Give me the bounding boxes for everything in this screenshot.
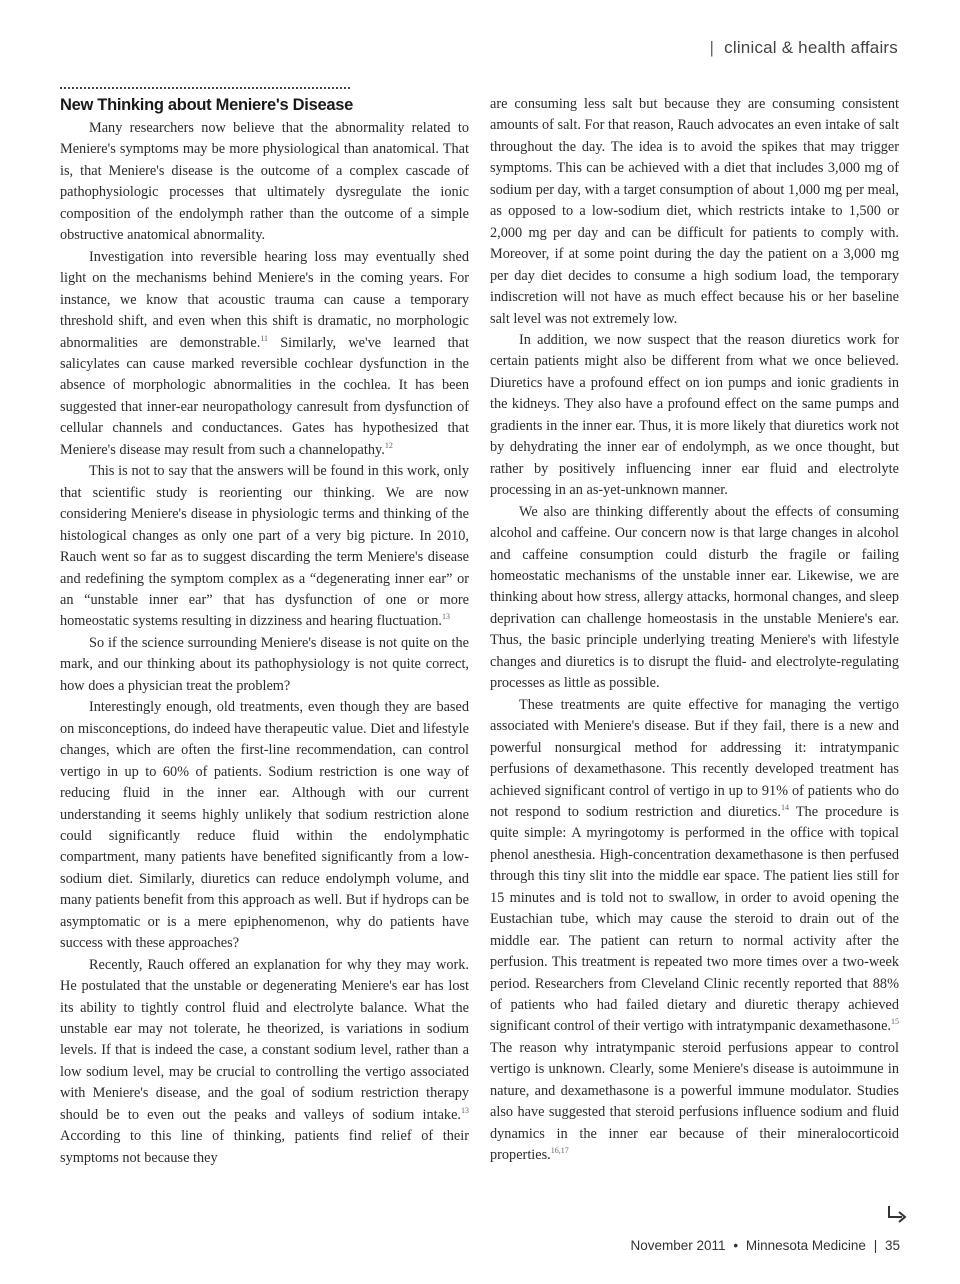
paragraph: [490, 330, 899, 502]
reference-superscript: 13: [461, 1105, 469, 1115]
paragraph-text: Many researchers now believe that the abnormality related to Meniere's symptoms may be more physiological than anatomical. That is, that Meniere's disease is the outcome of a complex cascade of pathophysiologic processes that ultimately dysregulate the ionic composition of the endolymph rather than the outcome of a simple obstructive anatomical abnormality.: [60, 120, 469, 244]
paragraph: [490, 695, 899, 1167]
reference-superscript: 14: [780, 802, 789, 812]
paragraph: [60, 955, 469, 1170]
paragraph: [490, 94, 899, 330]
paragraph-text: We also are thinking differently about the effects of consuming alcohol and caffeine. Our concern now is that large changes in alcohol and caffeine consumption could disturb the fragile or failing homeostatic mechanisms of the unstable inner ear. Likewise, we are thinking about how stress, allergy attacks, hormonal changes, and sleep deprivation can challenge homeostasis in the unstable Meniere's ear. Thus, the basic principle underlying treating Meniere's with lifestyle changes and diuretics is to disrupt the fluid- and electrolyte-regulating processes as little as possible.: [490, 503, 899, 692]
section-label: clinical & health affairs: [724, 38, 898, 57]
reference-superscript: 16,17: [550, 1146, 569, 1156]
footer-divider: |: [873, 1238, 878, 1253]
paragraph-text: According to this line of thinking, patients find relief of their symptoms not because they: [60, 1128, 469, 1166]
paragraph-text: This is not to say that the answers will be found in this work, only that scientific study is reorienting our thinking. We are now considering Meniere's disease in physiologic terms and thinking of the histological changes as only one part of a very big picture. In 2010, Rauch went so far as to suggest discarding the term Meniere's disease and redefining the symptom complex as a “degenerating inner ear” or an “unstable inner ear” that has dysfunction of one or more homeostatic systems resulting in dizziness and hearing fluctuation.: [60, 463, 469, 630]
right-column: [490, 94, 899, 1167]
paragraph-text: Similarly, we've learned that salicylates can cause marked reversible cochlear dysfunction in the absence of morphologic abnormalities in the cochlea. It has been suggested that inner-ear neuropathology canresult from dysfunction of cellular channels and conductances. Gates has hypothesized that Meniere's disease may result from such a channelopathy.: [60, 334, 470, 458]
article-title: New Thinking about Meniere's Disease: [60, 96, 353, 114]
reference-superscript: 15: [891, 1017, 899, 1027]
right-paragraphs: [490, 94, 899, 1167]
paragraph-text: These treatments are quite effective for managing the vertigo associated with Meniere's disease. But if they fail, there is a new and powerful nonsurgical method for addressing it: intratympanic perfusions of dexamethasone. This recently developed treatment has achieved significant control of vertigo in up to 91% of patients who do not respond to sodium restriction and diuretics.: [490, 696, 899, 820]
left-paragraphs: [60, 118, 469, 1169]
left-column: [60, 87, 469, 1169]
reference-superscript: 13: [441, 612, 450, 622]
paragraph-text: In addition, we now suspect that the reason diuretics work for certain patients might also be different from what we once believed. Diuretics have a profound effect on ion pumps and ionic gradients in the kidneys. They also have a profound effect on the same pumps and gradients in the inner ear. Thus, it is more likely that diuretics work not by dehydrating the inner ear of endolymph, as we once thought, but rather by positively influencing inner ear fluid and electrolyte processing in an as-yet-unknown manner.: [490, 331, 899, 499]
paragraph: [60, 697, 469, 954]
continue-arrow-icon: [886, 1204, 908, 1224]
reference-superscript: 12: [384, 440, 393, 450]
reference-superscript: 11: [260, 333, 269, 343]
paragraph-text: The procedure is quite simple: A myringotomy is performed in the office with topical phenol anesthesia. High-concentration dexamethasone is then perfused through this tiny slit into the middle ear space. The patient lies still for 15 minutes and is told not to swallow, in order to avoid opening the Eustachian tube, which may cause the steroid to drain out of the middle ear. The patient can return to normal activity after the perfusion. This treatment is repeated two more times over a two-week period. Researchers from Cleveland Clinic recently reported that 88% of patients who had failed dietary and diuretic therapy achieved significant control of their vertigo with intratympanic dexamethasone.: [490, 803, 899, 1035]
title-dotted-rule: [60, 87, 350, 89]
paragraph: [490, 502, 899, 695]
paragraph-text: The reason why intratympanic steroid perfusions appear to control vertigo is unknown. Clearly, some Meniere's disease is autoimmune in nature, and dexamethasone is a powerful immune modulator. Studies also have suggested that steroid perfusions influence sodium and fluid dynamics in the inner ear because of their mineralocorticoid properties.: [490, 1039, 899, 1164]
paragraph: [60, 247, 469, 462]
paragraph-text: Investigation into reversible hearing loss may eventually shed light on the mechanisms behind Meniere's in the coming years. For instance, we know that acoustic trauma can cause a temporary threshold shift, and even when this shift is dramatic, no morphologic abnormalities are demonstrable.: [60, 248, 469, 351]
section-header: [710, 38, 898, 58]
paragraph: [60, 633, 469, 697]
paragraph: [60, 461, 469, 633]
paragraph: [60, 118, 469, 247]
issue-date: November 2011: [630, 1238, 726, 1253]
footer-bullet: •: [733, 1238, 739, 1253]
journal-name: Minnesota Medicine: [745, 1238, 866, 1253]
header-divider: |: [709, 38, 715, 57]
page-number: 35: [884, 1238, 900, 1253]
paragraph-text: are consuming less salt but because they are consuming consistent amounts of salt. For that reason, Rauch advocates an even intake of salt throughout the day. The idea is to avoid the spikes that may trigger symptoms. This can be achieved with a diet that includes 3,000 mg of sodium per day, with a target consumption of about 1,000 mg per meal, as opposed to a low-sodium diet, which restricts intake to 1,500 or 2,000 mg per day and can be difficult for patients to comply with. Moreover, if at some point during the day the patient on a 3,000 mg per day diet decides to consume a high sodium load, the temporary indiscretion will not have as much effect because his or her baseline salt level was not extremely low.: [490, 96, 899, 327]
paragraph-text: Recently, Rauch offered an explanation for why they may work. He postulated that the unstable or degenerating Meniere's ear has lost its ability to tightly control fluid and electrolyte balance. What the unstable ear may not tolerate, he theorized, is variations in sodium levels. If that is indeed the case, a constant sodium level, rather than a low sodium level, may be crucial to controlling the vertigo associated with Meniere's disease, and the goal of sodium restriction therapy should be to even out the peaks and valleys of sodium intake.: [60, 956, 469, 1123]
paragraph-text: Interestingly enough, old treatments, even though they are based on misconceptions, do indeed have therapeutic value. Diet and lifestyle changes, which are often the first-line recommendation, can control vertigo in up to 60% of patients. Sodium restriction is one way of reducing fluid in the inner ear. Although with our current understanding it seems highly unlikely that sodium restriction alone could significantly reduce fluid within the endolymphatic compartment, many patients have benefited significantly from a low-sodium diet. Similarly, diuretics can reduce endolymph volume, and many patients benefit from this approach as well. But if hydrops can be asymptomatic or is a mere epiphenomenon, why do patients have success with these approaches?: [60, 699, 469, 952]
paragraph-text: So if the science surrounding Meniere's disease is not quite on the mark, and our thinking about its pathophysiology is not quite correct, how does a physician treat the problem?: [60, 634, 469, 694]
page-footer: [631, 1238, 900, 1253]
